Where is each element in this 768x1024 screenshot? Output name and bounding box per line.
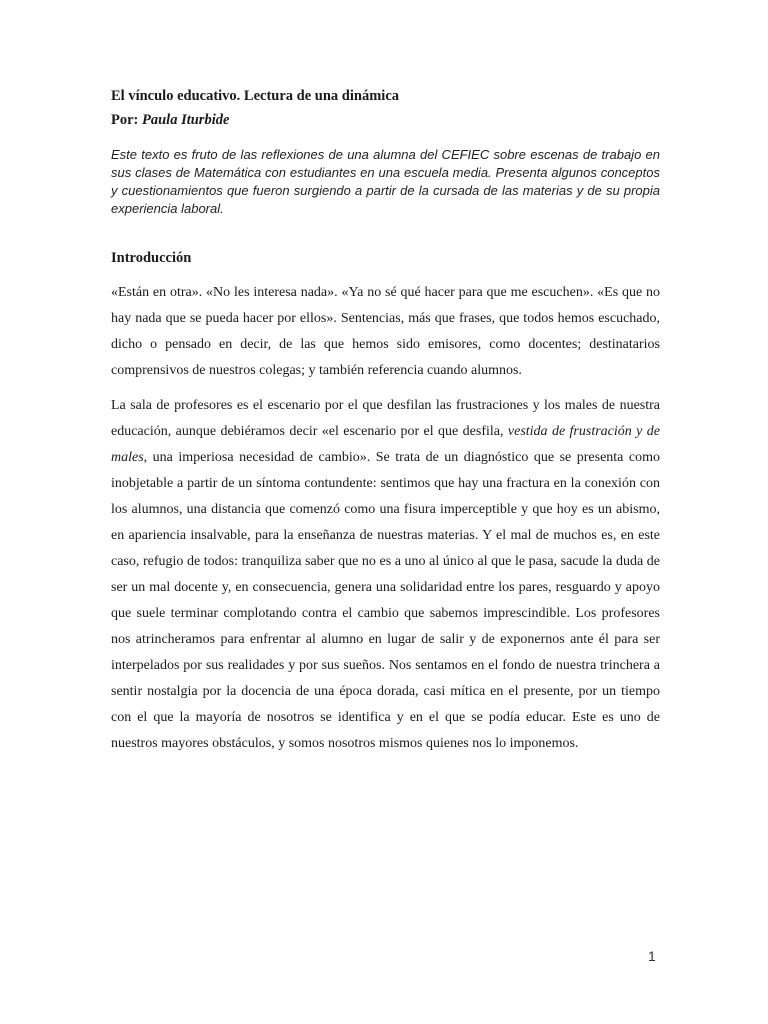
- paragraph-2: [111, 393, 660, 757]
- document-page: [111, 86, 660, 757]
- document-title: El vínculo educativo. Lectura de una dinámica: [111, 88, 400, 104]
- author-line: [111, 110, 660, 130]
- paragraph-2-italic-phrase: vestida de frustración y de males: [111, 424, 660, 465]
- author-name: Paula Iturbide: [142, 112, 230, 128]
- author-prefix: Por:: [111, 112, 139, 128]
- paragraph-2-text-start: La sala de profesores es el escenario por el que desfilan las frustraciones y los males de nuestra educación, aunque debiéramos decir «el escenario por el que desfila,: [111, 398, 660, 439]
- abstract: Este texto es fruto de las reflexiones de una alumna del CEFIEC sobre escenas de trabajo en sus clases de Matemática con estudiantes en una escuela media. Presenta algunos conceptos y cuestionamientos que fueron surgiendo a partir de la cursada de las materias y de su propia experiencia laboral.: [111, 147, 660, 216]
- paragraph-2-text-end: , una imperiosa necesidad de cambio». Se trata de un diagnóstico que se presenta como inobjetable a partir de un síntoma contundente: sentimos que hay una fractura en la conexión con los alumnos, una distancia que comenzó como una fisura imperceptible y que hoy es un abismo, en apariencia insalvable, para la enseñanza de nuestras materias. Y el mal de muchos es, en este caso, refugio de todos: tranquiliza saber que no es a uno al único al que le pasa, sacude la duda de ser un mal docente y, en consecuencia, genera una solidaridad entre los pares, resguardo y apoyo que suele terminar complotando contra el cambio que sabemos imprescindible. Los profesores nos atrincheramos para enfrentar al alumno en lugar de salir y de exponernos ante él para ser interpelados por sus realidades y por sus sueños. Nos sentamos en el fondo de nuestra trinchera a sentir nostalgia por la docencia de una época dorada, casi mítica en el presente, por un tiempo con el que la mayoría de nosotros se identifica y en el que se podía educar. Este es uno de nuestros mayores obstáculos, y somos nosotros mismos quienes nos lo imponemos.: [111, 450, 660, 751]
- page-number: 1: [648, 948, 656, 964]
- paragraph-1: «Están en otra». «No les interesa nada». «Ya no sé qué hacer para que me escuchen». «Es que no hay nada que se pueda hacer por ellos». Sentencias, más que frases, que todos hemos escuchado, dicho o pensado en decir, de las que hemos sido emisores, como docentes; destinatarios comprensivos de nuestros colegas; y también referencia cuando alumnos.: [111, 285, 660, 378]
- section-heading: Introducción: [111, 250, 192, 266]
